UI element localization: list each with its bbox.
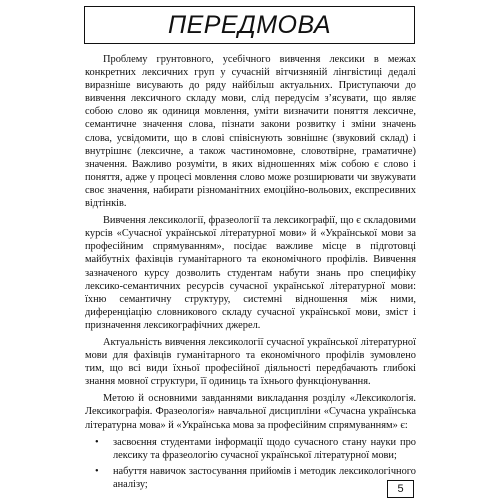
paragraph: Актуальність вивчення лексикології сучасної української літературної мови для фахівців гуманітарного та економічного профілів зумовлено тим, що всі види їхньої професійної діяльності передбачають глибокі знання мовної структури, її одиниць та їхнього функціонування. — [85, 336, 416, 388]
list-item — [85, 436, 416, 462]
body-text — [85, 53, 416, 494]
bullet-marker: • — [95, 465, 99, 477]
list-item — [85, 465, 416, 491]
bullet-marker: • — [95, 436, 99, 448]
title-frame — [84, 6, 415, 44]
page-title: ПЕРЕДМОВА — [167, 10, 332, 39]
list-item-text: набуття навичок застосування прийомів і методик лексикологічного аналізу; — [113, 465, 416, 490]
paragraph: Вивчення лексикології, фразеології та лексикографії, що є складовими курсів «Сучасної української літературної мови» й «Української мови за професійним спрямуванням», посідає важливе місце в підготовці майбутніх фахівців гуманітарного та економічного профілів. Вивчення зазначеного курсу дозволить студентам набути знань про специфіку лексико-семантичних ресурсів сучасної української літературної мови: їхню семантичну структуру, системні відношення між ними, диференціацію словникового складу сучасної української мови, зміст і призначення лексикографічних джерел. — [85, 215, 416, 331]
bullet-list — [85, 436, 416, 491]
paragraph: Проблему грунтовного, усебічного вивчення лексики в межах конкретних лексичних груп у сучасній вітчизняній лінгвістиці дедалі виразніше висувають до ряду найбільш актуальних. Приступаючи до вивчення лексичного складу мови, слід передусім з’ясувати, що являє собою слово як одиниця мовлення, уміти визначити поняття лексичне, семантичне значення слова, пізнати закони розвитку і зміни значень слова, усвідомити, що в слові співіснують зовнішнє (звуковий склад) і внутрішнє (лексичне, а також частиномовне, словотвірне, граматичне) значення. Важливо розуміти, в яких відношеннях між собою є слово і поняття, адже у процесі мовлення слово може розширювати чи звужувати своє значення, набирати різноманітних емоційно-вольових, експресивних відтінків. — [85, 54, 416, 210]
list-item-text: засвоєння студентами інформації щодо сучасного стану науки про лексику та фразеологію сучасної української літературної мови; — [113, 436, 416, 461]
page-number-text: 5 — [397, 483, 404, 495]
page-number — [387, 480, 414, 498]
paragraph: Метою й основними завданнями викладання розділу «Лексикологія. Лексикографія. Фразеологія» навчальної дисципліни «Сучасна українська літературна мова» й «Українська мова за професійним спрямуванням» є: — [85, 393, 416, 431]
